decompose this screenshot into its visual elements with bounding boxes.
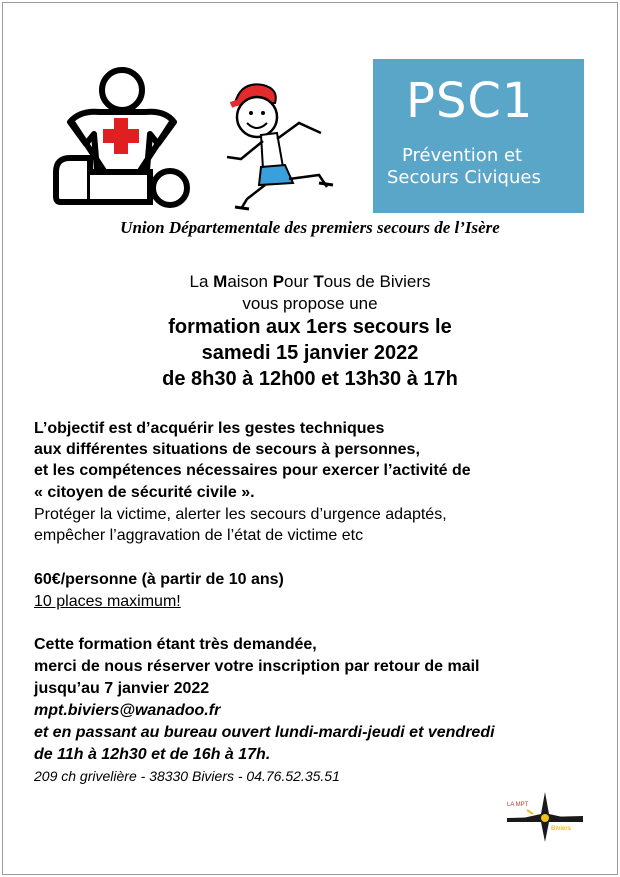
cpr-icon — [50, 62, 196, 212]
address: 209 ch grivelière - 38330 Biviers - 04.76.52.35.51 — [34, 768, 340, 784]
description-line: empêcher l’aggravation de l’état de victime etc — [34, 527, 364, 544]
objective-line: et les compétences nécessaires pour exercer l’activité de — [34, 462, 471, 479]
proposes-line: vous propose une — [242, 294, 378, 313]
psc1-subtitle-line1: Prévention et — [402, 145, 523, 166]
price: 60€/personne (à partir de 10 ans) — [34, 571, 284, 588]
host-line: La Maison Pour Tous de Biviers — [189, 272, 431, 291]
objective-line: « citoyen de sécurité civile ». — [34, 484, 255, 501]
office-hours-line: de 11h à 12h30 et de 16h à 17h. — [34, 746, 271, 763]
event-title: formation aux 1ers secours le — [168, 316, 452, 338]
description-line: Protéger la victime, alerter les secours d’urgence adaptés, — [34, 506, 447, 523]
psc1-subtitle-line2: Secours Civiques — [387, 167, 541, 188]
registration-line: Cette formation étant très demandée, — [34, 636, 317, 653]
office-hours-line: et en passant au bureau ouvert lundi-mardi-jeudi et vendredi — [34, 724, 495, 741]
mpt-logo-town: Biviers — [551, 826, 572, 832]
organization-name: Union Départementale des premiers secours de l’Isère — [120, 218, 500, 237]
mpt-logo-label: LA MPT — [507, 802, 529, 808]
places-limit: 10 places maximum! — [34, 593, 181, 610]
event-hours: de 8h30 à 12h00 et 13h30 à 17h — [162, 368, 458, 390]
objective-line: L’objectif est d’acquérir les gestes techniques — [34, 420, 385, 437]
running-child-icon — [201, 59, 373, 213]
objective-line: aux différentes situations de secours à personnes, — [34, 441, 420, 458]
psc1-title: PSC1 — [406, 73, 534, 129]
contact-email[interactable]: mpt.biviers@wanadoo.fr — [34, 702, 221, 719]
registration-line: merci de nous réserver votre inscription par retour de mail — [34, 658, 480, 675]
psc1-banner — [201, 59, 584, 213]
event-date: samedi 15 janvier 2022 — [201, 342, 419, 364]
registration-deadline: jusqu’au 7 janvier 2022 — [34, 680, 210, 697]
mpt-logo — [505, 792, 585, 842]
